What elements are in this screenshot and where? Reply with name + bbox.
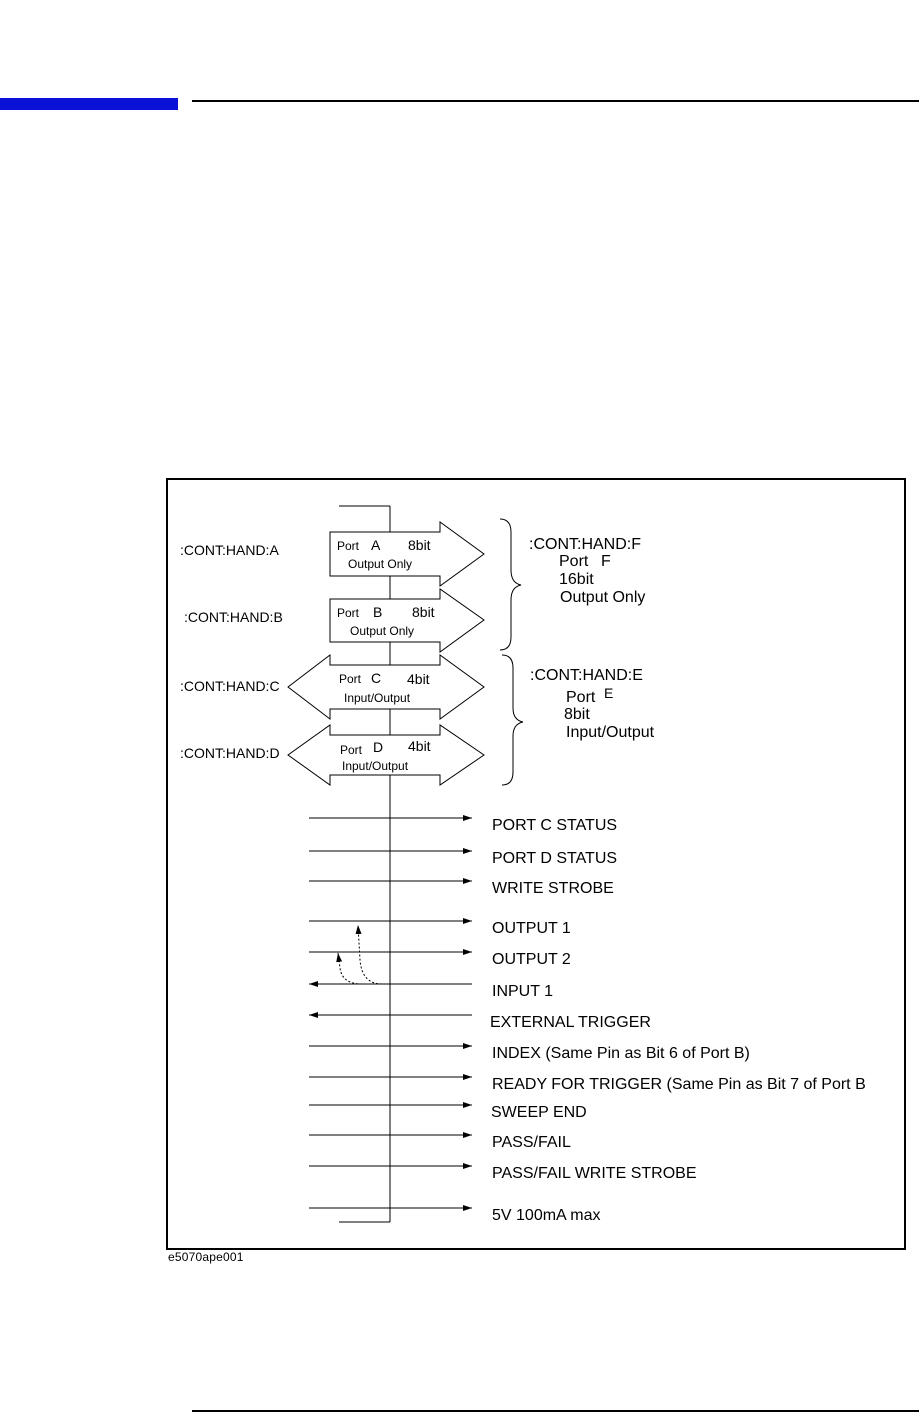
port-c-block (180, 655, 484, 719)
group-e-bits: 8bit (564, 706, 590, 723)
group-f-mode: Output Only (560, 589, 646, 606)
signal-label-external-trigger: EXTERNAL TRIGGER (490, 1014, 651, 1031)
group-f-brace (500, 519, 521, 650)
group-f-bits: 16bit (559, 571, 594, 588)
signal-lines (309, 817, 866, 1224)
signal-label-output-1: OUTPUT 1 (492, 920, 571, 937)
group-f-letter: F (601, 553, 611, 570)
port-b-command: :CONT:HAND:B (184, 609, 283, 625)
signal-label-port-c-status: PORT C STATUS (492, 817, 618, 834)
port-d-bits: 4bit (408, 738, 431, 754)
port-b-block (184, 589, 484, 652)
signal-label-sweep-end: SWEEP END (491, 1104, 587, 1121)
signal-label-input-1: INPUT 1 (492, 983, 554, 1000)
signal-label-write-strobe: WRITE STROBE (492, 880, 614, 897)
group-e-command: :CONT:HAND:E (530, 667, 643, 684)
group-f-port: Port (559, 553, 589, 570)
port-b-letter: B (373, 604, 383, 620)
port-c-bits: 4bit (407, 671, 430, 687)
port-a-command: :CONT:HAND:A (180, 542, 279, 558)
group-e-letter: E (604, 685, 614, 701)
signal-label-output-2: OUTPUT 2 (492, 951, 571, 968)
signal-label-5v-100ma-max: 5V 100mA max (492, 1207, 601, 1224)
group-e-port: Port (566, 689, 596, 706)
port-c-label: Port (339, 672, 362, 686)
signal-label-index-same-pin-as-bit-6-of-port-b: INDEX (Same Pin as Bit 6 of Port B) (492, 1045, 750, 1062)
port-a-letter: A (371, 537, 381, 553)
port-d-block (180, 725, 484, 785)
signal-label-pass-fail-write-strobe: PASS/FAIL WRITE STROBE (492, 1165, 697, 1182)
signal-label-ready-for-trigger-same-pin-as-bit-7-of-port-b: READY FOR TRIGGER (Same Pin as Bit 7 of Port B (492, 1076, 866, 1093)
port-a-mode: Output Only (348, 557, 413, 571)
port-d-letter: D (373, 739, 384, 755)
group-f (500, 519, 645, 650)
port-a-bits: 8bit (408, 537, 431, 553)
port-d-command: :CONT:HAND:D (180, 745, 280, 761)
figure-caption: e5070ape001 (168, 1250, 244, 1264)
input-output-links (338, 925, 382, 984)
group-e-brace (502, 655, 523, 785)
port-d-label: Port (340, 743, 363, 757)
port-a-block (180, 522, 484, 586)
port-b-label: Port (337, 606, 360, 620)
port-c-mode: Input/Output (344, 691, 411, 705)
port-c-letter: C (371, 670, 382, 686)
port-b-mode: Output Only (350, 624, 415, 638)
port-c-command: :CONT:HAND:C (180, 678, 280, 694)
port-d-mode: Input/Output (342, 759, 409, 773)
group-e-mode: Input/Output (566, 724, 655, 741)
signal-label-pass-fail: PASS/FAIL (492, 1134, 571, 1151)
footer-rule (192, 1410, 919, 1412)
group-e (502, 655, 655, 785)
input1-to-output1-link (358, 925, 382, 984)
input1-to-output2-link (338, 953, 362, 984)
port-a-label: Port (337, 539, 360, 553)
signal-label-port-d-status: PORT D STATUS (492, 850, 618, 867)
group-f-command: :CONT:HAND:F (529, 536, 641, 553)
port-b-bits: 8bit (412, 604, 435, 620)
